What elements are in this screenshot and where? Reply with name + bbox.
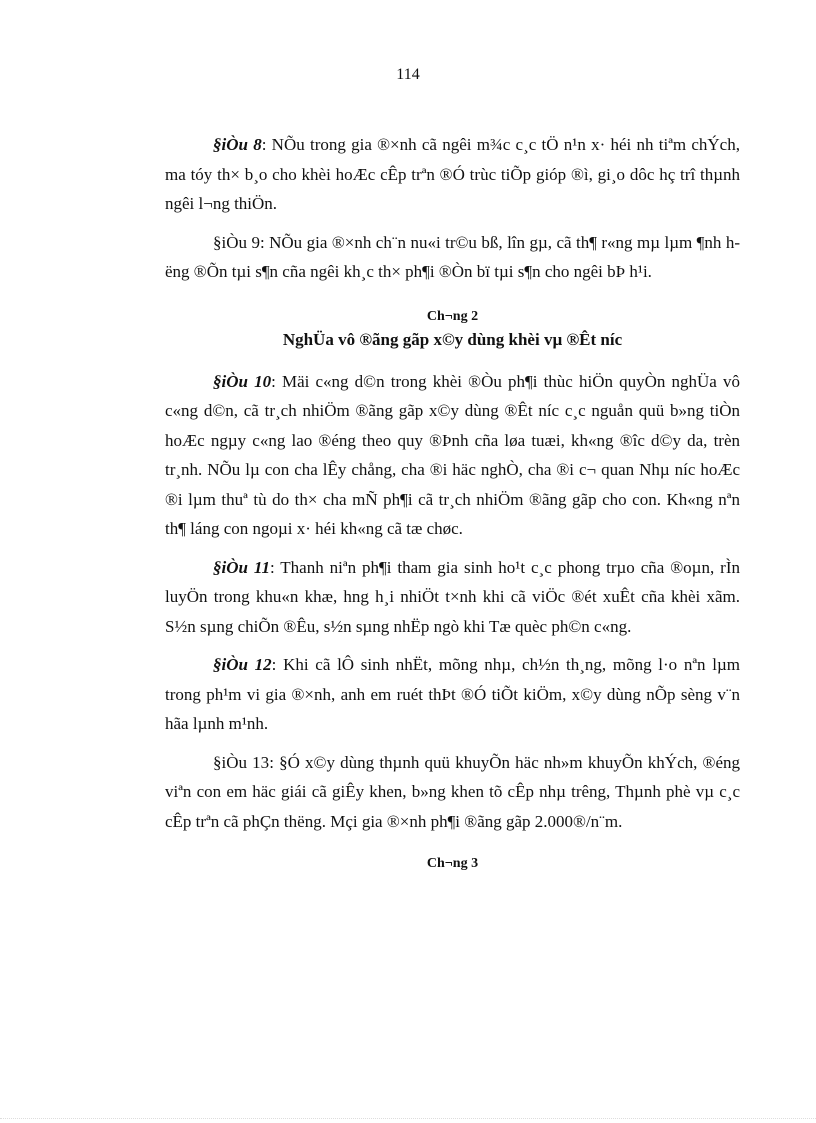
article-13-paragraph [165,748,740,837]
article-12-text: : Khi cã lÔ sinh nhËt, mõng nhµ, ch½n th¸ng, mõng l·o nªn lµm trong ph¹m vi gia ®×nh, anh em ruét thÞt ®Ó tiÕt kiÖm, x©y dùng nÕp sèng v¨n hãa lµnh m¹nh. [165,655,740,733]
page-number: 114 [396,66,420,83]
article-12-paragraph [165,650,740,739]
page-bottom-edge [0,1118,816,1119]
document-body [165,130,740,874]
article-11-text: : Thanh niªn ph¶i tham gia sinh ho¹t c¸c phong trµo cña ®oµn, rÌn luyÖn trong khu«n khæ, hng h¸i nhiÖt t×nh khi cã viÖc ®ét xuÊt cña khèi xãm. S½n sµng chiÕn ®Êu, s½n sµng nhËp ngò khi Tæ quèc ph©n c«ng. [165,557,740,636]
chapter-2-label: Ch¬ng 2 [426,308,479,324]
chapter-3-label: Ch¬ng 3 [426,856,479,871]
article-9-paragraph [165,228,740,287]
article-10-heading: §iÒu 10 [213,371,272,391]
article-11-paragraph [165,553,740,642]
article-11-heading: §iÒu 11 [213,557,270,577]
article-9-heading: §iÒu 9 [213,232,260,252]
article-10-text: : Mäi c«ng d©n trong khèi ®Òu ph¶i thùc hiÖn quyÒn nghÜa vô c«ng d©n, cã tr¸ch nhiÖm ®ãng gãp x©y dùng ®Êt níc c¸c nguån quü b»ng tiÒn hoÆc ngµy c«ng lao ®éng theo quy ®Þnh cña løa tuæi, kh«ng ®îc d©y da, trèn tr¸nh. NÕu lµ con cha lÊy chång, cha ®i häc nghÒ, cha ®i c¬ quan Nhµ níc hoÆc ®i lµm thuª tù do th× cha mÑ ph¶i cã tr¸ch nhiÖm ®ãng gãp cho con. Kh«ng nªn th¶ láng con ngoµi x· héi kh«ng cã tæ chøc. [165,371,740,538]
article-8-paragraph [165,130,740,219]
article-8-text: : NÕu trong gia ®×nh cã ngêi m¾c c¸c tÖ n¹n x· héi nh tiªm chÝch, ma tóy th× b¸o cho khèi hoÆc cÊp trªn ®Ó trùc tiÕp gióp ®ì, gi¸o dôc hç trî thµnh ngêi l¬ng thiÖn. [165,135,740,213]
article-10-paragraph [165,367,740,544]
article-8-heading: §iÒu 8 [213,135,262,154]
chapter-2-title: NghÜa vô ®ãng gãp x©y dùng khèi vµ ®Êt níc [282,329,623,349]
article-13-text: : §Ó x©y dùng thµnh quü khuyÕn häc nh»m khuyÕn khÝch, ®éng viªn con em häc giái cã giÊy khen, b»ng khen tõ cÊp nhµ trêng, Thµnh phè vµ c¸c cÊp trªn cã phÇn thëng. Mçi gia ®×nh ph¶i ®ãng gãp 2.000®/n¨m. [165,752,740,831]
article-12-heading: §iÒu 12 [213,655,272,674]
article-13-heading: §iÒu 13 [213,752,270,772]
article-9-text: : NÕu gia ®×nh ch¨n nu«i tr©u bß, lîn gµ, cã th¶ r«ng mµ lµm ¶nh hëng ®Õn tµi s¶n cña ngêi kh¸c th× ph¶i ®Òn bï tµi s¶n cho ngêi bÞ h¹i. [165,232,740,281]
